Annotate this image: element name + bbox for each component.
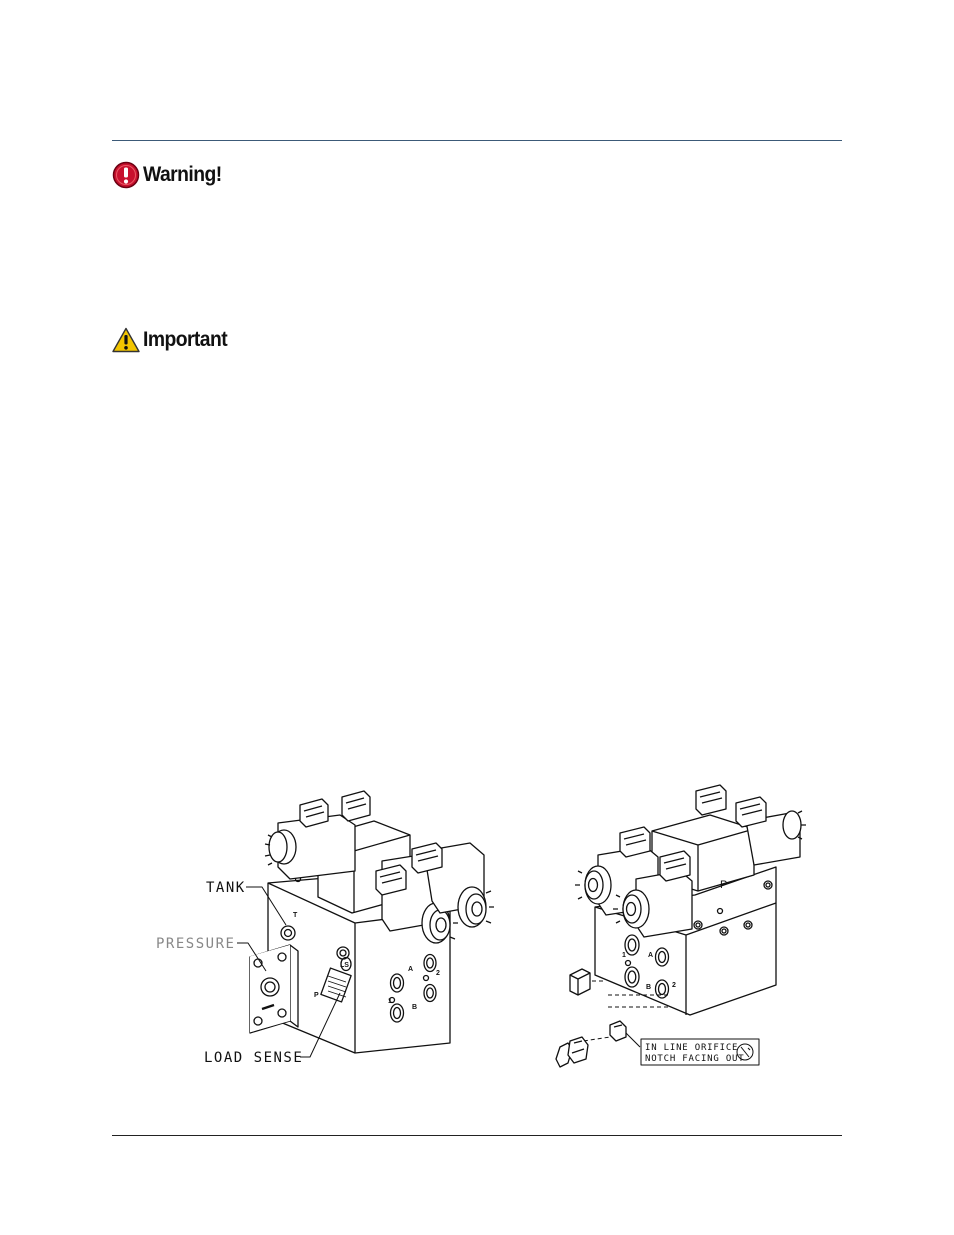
important-callout — [112, 327, 234, 353]
label-pressure: PRESSURE — [156, 936, 236, 952]
label-load-sense: LOAD SENSE — [204, 1050, 304, 1066]
port-letter-t: T — [293, 912, 298, 919]
port-letter-a: A — [408, 966, 414, 973]
port-letter-p: P — [314, 992, 319, 999]
header-rule — [112, 140, 842, 141]
port-letter-ls: LS — [340, 962, 349, 969]
port-letter-two: 2 — [436, 970, 440, 977]
port-letter-one-right: 1 — [622, 952, 626, 959]
port-letter-p-right: P — [720, 879, 728, 891]
right-manifold-drawing — [556, 785, 806, 1067]
port-letter-a-right: A — [648, 952, 654, 959]
warning-triangle-icon — [112, 327, 140, 353]
important-title: Important — [143, 328, 228, 351]
warning-title: Warning! — [143, 163, 222, 186]
label-orifice-line1: IN LINE ORIFICE — [645, 1043, 739, 1053]
label-tank: TANK — [206, 880, 246, 896]
valve-manifold-figure — [150, 775, 810, 1075]
port-letter-one: 1 — [388, 998, 392, 1005]
footer-rule — [112, 1135, 842, 1136]
left-manifold-drawing — [156, 791, 494, 1066]
exclamation-circle-icon — [112, 161, 140, 189]
port-letter-two-right: 2 — [672, 982, 676, 989]
warning-callout — [112, 161, 228, 189]
label-orifice-line2: NOTCH FACING OUT — [645, 1054, 745, 1064]
port-letter-b: B — [412, 1004, 418, 1011]
port-letter-b-right: B — [646, 984, 652, 991]
